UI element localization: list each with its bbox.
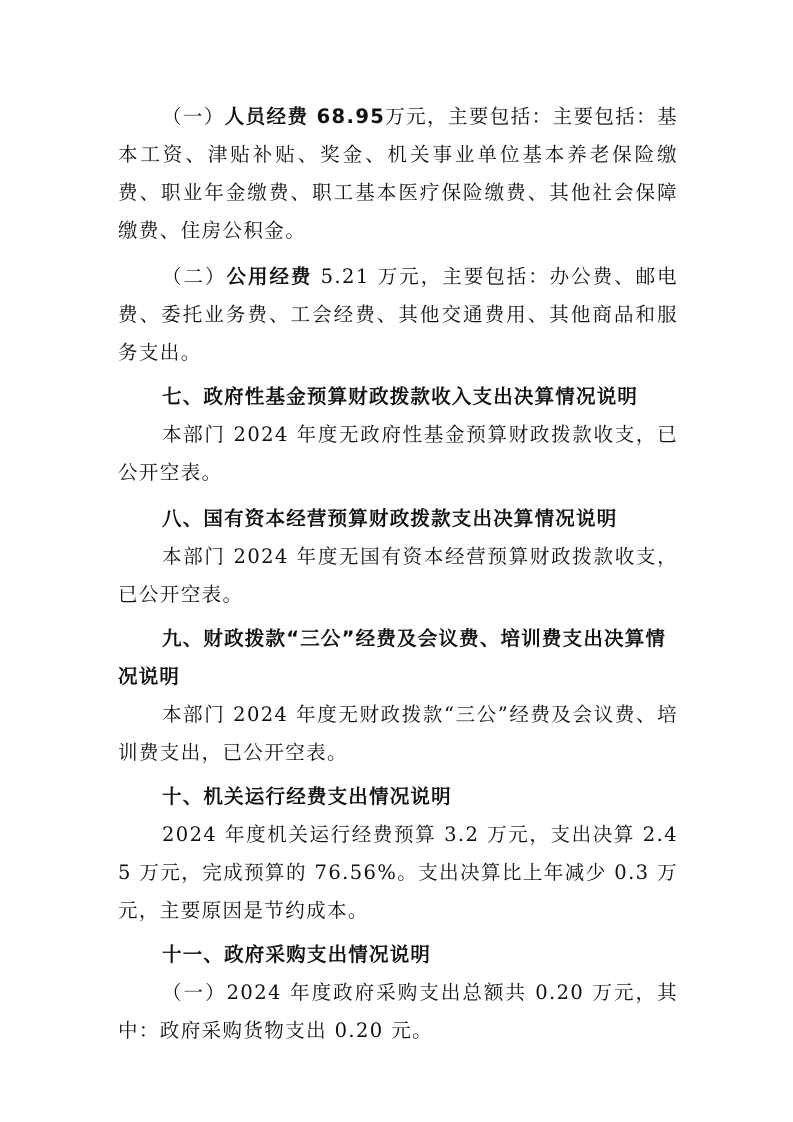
public-expense-bold: 公用经费 (226, 265, 313, 288)
section-8-paragraph: 本部门 2024 年度无国有资本经营预算财政拨款收支，已公开空表。 (118, 545, 678, 606)
personnel-expense-text: 万元，主要包括：主要包括：基本工资、津贴补贴、奖金、机关事业单位基本养老保险缴费、职业年金缴费、职工基本医疗保险缴费、其他社会保障缴费、住房公积金。 (118, 105, 678, 242)
public-expense-prefix: （二） (162, 265, 227, 288)
section-10-heading: 十、机关运行经费支出情况说明 (162, 785, 452, 808)
public-expense-text: 5.21 万元，主要包括：办公费、邮电费、委托业务费、工会经费、其他交通费用、其他商品和服务支出。 (118, 265, 679, 364)
section-11-paragraph: （一）2024 年度政府采购支出总额共 0.20 万元，其中：政府采购货物支出 0.20 元。 (118, 981, 678, 1042)
personnel-expense-paragraph (118, 98, 678, 250)
section-7-heading: 七、政府性基金预算财政拨款收入支出决算情况说明 (162, 385, 639, 408)
document-page (118, 98, 678, 1050)
personnel-expense-bold: 人员经费 68.95 (224, 105, 386, 128)
section-11-heading: 十一、政府采购支出情况说明 (162, 943, 432, 966)
section-8-heading: 八、国有资本经营预算财政拨款支出决算情况说明 (162, 507, 618, 530)
personnel-expense-prefix: （一） (162, 105, 225, 128)
section-10-paragraph: 2024 年度机关运行经费预算 3.2 万元，支出决算 2.45 万元，完成预算的 76.56%。支出决算比上年减少 0.3 万元，主要原因是节约成本。 (118, 823, 678, 922)
section-9-paragraph: 本部门 2024 年度无财政拨款“三公”经费及会议费、培训费支出，已公开空表。 (118, 703, 678, 764)
section-9-heading: 九、财政拨款“三公”经费及会议费、培训费支出决算情况说明 (118, 627, 667, 688)
section-7-paragraph: 本部门 2024 年度无政府性基金预算财政拨款收支，已公开空表。 (118, 423, 678, 484)
public-expense-paragraph (118, 258, 678, 372)
